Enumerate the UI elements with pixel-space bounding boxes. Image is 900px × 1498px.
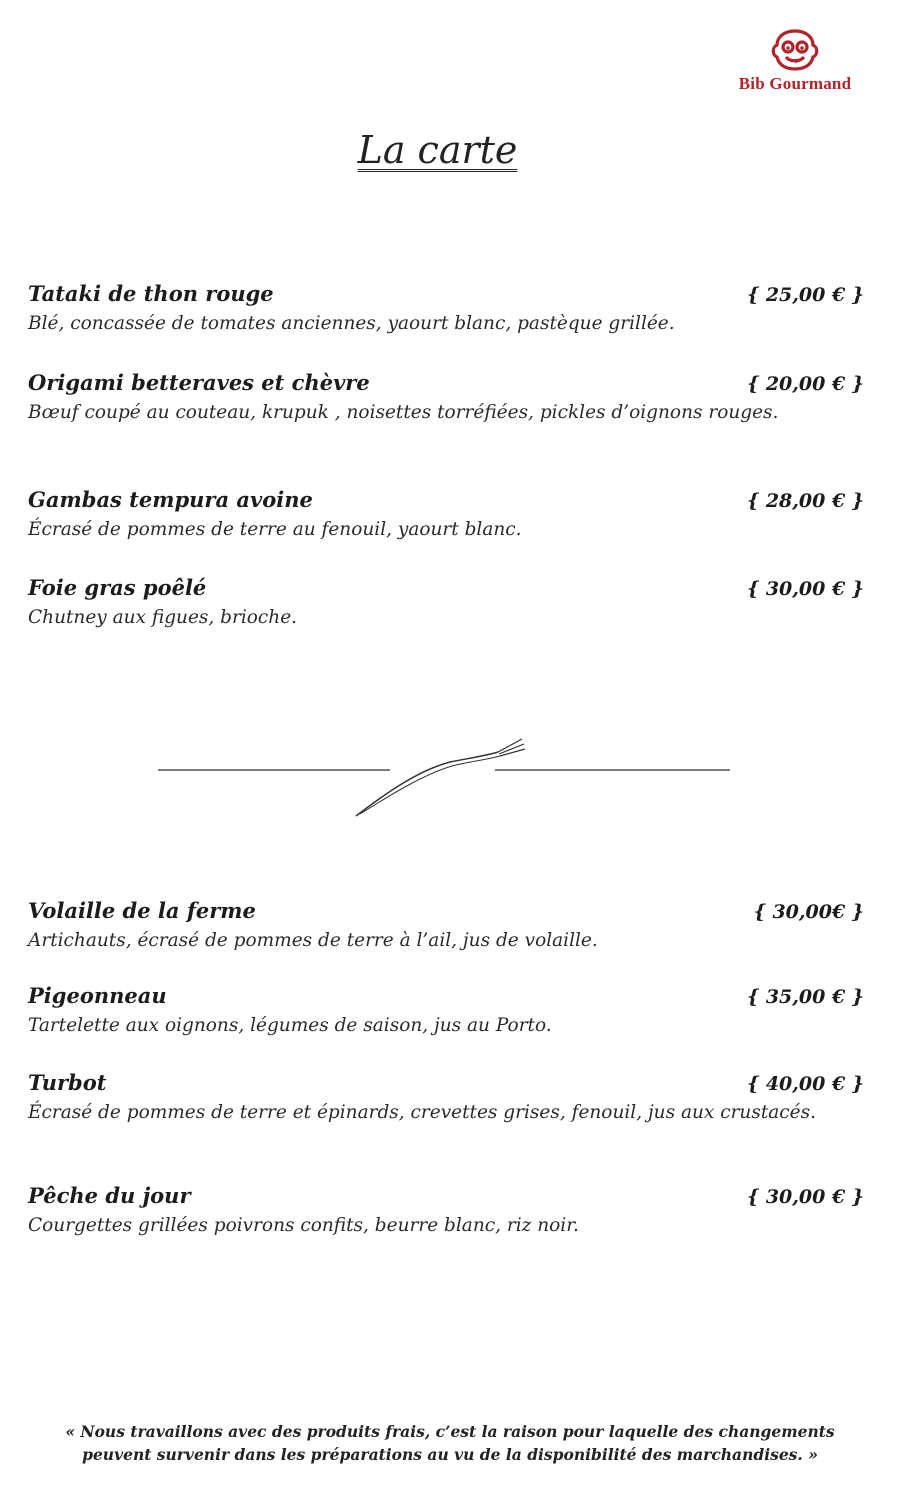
menu-item bbox=[28, 281, 864, 338]
footer-note-line: peuvent survenir dans les préparations au vu de la disponibilité des marchandises. » bbox=[82, 1445, 818, 1464]
dish-price: { 25,00 € } bbox=[747, 284, 864, 306]
dish-price: { 20,00 € } bbox=[747, 373, 864, 395]
dish-price: { 35,00 € } bbox=[747, 986, 864, 1008]
dish-description: Tartelette aux oignons, légumes de saison, jus au Porto. bbox=[28, 1015, 552, 1036]
footer-note bbox=[0, 1420, 900, 1466]
dish-description: Bœuf coupé au couteau, krupuk , noisettes torréfiées, pickles d’oignons rouges. bbox=[28, 402, 779, 423]
dish-description: Artichauts, écrasé de pommes de terre à l’ail, jus de volaille. bbox=[28, 930, 598, 951]
dish-price: { 30,00 € } bbox=[747, 578, 864, 600]
page-title: La carte bbox=[357, 128, 518, 172]
dish-name: Volaille de la ferme bbox=[28, 898, 256, 923]
dish-name: Foie gras poêlé bbox=[28, 575, 207, 600]
dish-description: Blé, concassée de tomates anciennes, yaourt blanc, pastèque grillée. bbox=[28, 313, 675, 334]
footer-note-line: « Nous travaillons avec des produits frais, c’est la raison pour laquelle des changements bbox=[65, 1422, 835, 1441]
dish-description: Écrasé de pommes de terre et épinards, crevettes grises, fenouil, jus aux crustacés. bbox=[28, 1102, 816, 1123]
dish-price: { 40,00 € } bbox=[747, 1073, 864, 1095]
dish-price: { 30,00 € } bbox=[747, 1186, 864, 1208]
bib-gourmand-logo bbox=[712, 26, 878, 98]
menu-item bbox=[28, 1183, 864, 1240]
menu-item bbox=[28, 575, 864, 632]
dish-description: Courgettes grillées poivrons confits, beurre blanc, riz noir. bbox=[28, 1215, 579, 1236]
dish-description: Écrasé de pommes de terre au fenouil, yaourt blanc. bbox=[28, 519, 522, 540]
dish-name: Tataki de thon rouge bbox=[28, 281, 274, 306]
menu-item bbox=[28, 1070, 864, 1127]
dish-name: Pêche du jour bbox=[28, 1183, 191, 1208]
dish-price: { 30,00€ } bbox=[753, 901, 864, 923]
dish-description: Chutney aux figues, brioche. bbox=[28, 607, 298, 628]
dish-price: { 28,00 € } bbox=[747, 490, 864, 512]
menu-item bbox=[28, 370, 864, 427]
menu-item bbox=[28, 983, 864, 1040]
menu-item bbox=[28, 487, 864, 544]
dish-name: Gambas tempura avoine bbox=[28, 487, 313, 512]
dish-name: Origami betteraves et chèvre bbox=[28, 370, 370, 395]
fork-divider-icon bbox=[150, 730, 740, 825]
logo-text: Bib Gourmand bbox=[738, 74, 852, 93]
dish-name: Pigeonneau bbox=[28, 983, 167, 1008]
dish-name: Turbot bbox=[28, 1070, 107, 1095]
michelin-bibendum-icon bbox=[769, 26, 821, 72]
menu-item bbox=[28, 898, 864, 955]
